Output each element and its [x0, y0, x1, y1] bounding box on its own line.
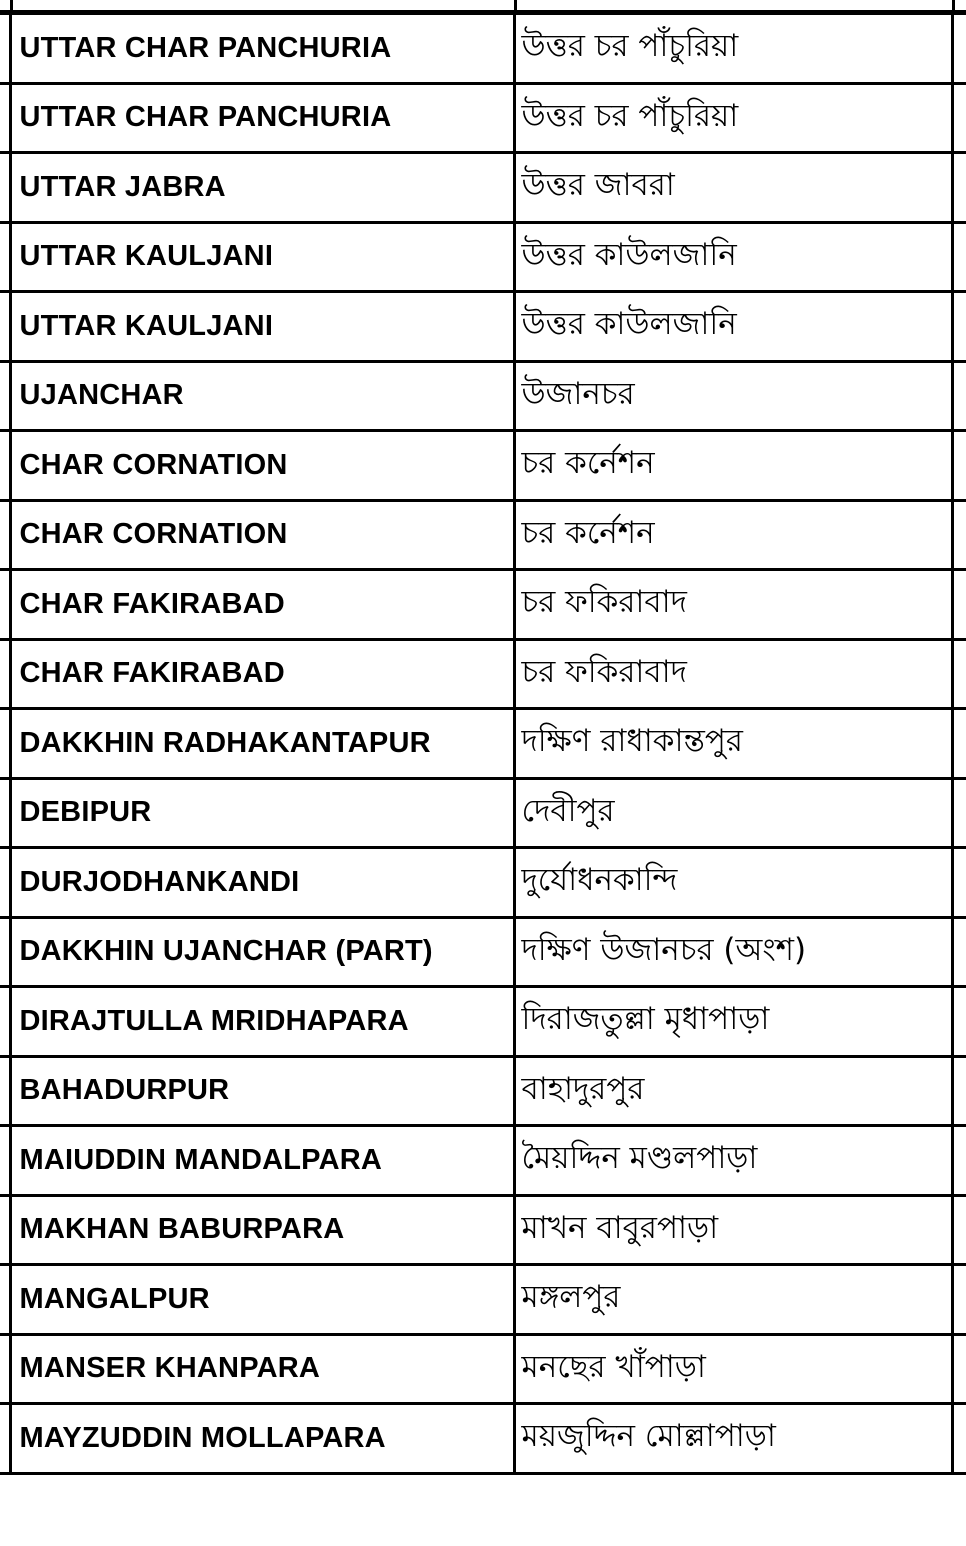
- row-edge-cell: [0, 1126, 10, 1196]
- bengali-name-cell[interactable]: মঙ্গলপুর: [514, 1265, 952, 1335]
- row-edge-cell: [0, 639, 10, 709]
- row-edge-cell: [952, 1056, 966, 1126]
- row-edge-cell: [952, 778, 966, 848]
- english-name-cell[interactable]: MAIUDDIN MANDALPARA: [10, 1126, 514, 1196]
- bengali-name-cell[interactable]: উত্তর কাউলজানি: [514, 222, 952, 292]
- row-edge-cell: [952, 431, 966, 501]
- table-row: [0, 1265, 966, 1335]
- row-edge-cell: [0, 431, 10, 501]
- row-edge-cell: [0, 709, 10, 779]
- table-row: [0, 848, 966, 918]
- bengali-name-cell[interactable]: মনছের খাঁপাড়া: [514, 1334, 952, 1404]
- row-edge-cell: [0, 987, 10, 1057]
- english-name-cell[interactable]: DAKKHIN RADHAKANTAPUR: [10, 709, 514, 779]
- bengali-name-cell[interactable]: উত্তর কাউলজানি: [514, 292, 952, 362]
- table-row: [0, 361, 966, 431]
- english-name-cell[interactable]: MANGALPUR: [10, 1265, 514, 1335]
- row-edge-cell: [952, 1195, 966, 1265]
- table-row: [0, 1056, 966, 1126]
- row-edge-cell: [952, 709, 966, 779]
- village-name-table: [0, 12, 966, 1475]
- bengali-name-cell[interactable]: উত্তর চর পাঁচুরিয়া: [514, 83, 952, 153]
- english-name-cell[interactable]: UTTAR KAULJANI: [10, 292, 514, 362]
- bengali-name-cell[interactable]: ময়জুদ্দিন মোল্লাপাড়া: [514, 1404, 952, 1474]
- bengali-name-cell[interactable]: চর ফকিরাবাদ: [514, 570, 952, 640]
- row-edge-cell: [952, 848, 966, 918]
- english-name-cell[interactable]: UTTAR CHAR PANCHURIA: [10, 83, 514, 153]
- row-edge-cell: [0, 1195, 10, 1265]
- bengali-name-cell[interactable]: মাখন বাবুরপাড়া: [514, 1195, 952, 1265]
- row-edge-cell: [0, 14, 10, 84]
- table-row: [0, 1334, 966, 1404]
- row-edge-cell: [952, 917, 966, 987]
- bengali-name-cell[interactable]: দক্ষিণ রাধাকান্তপুর: [514, 709, 952, 779]
- english-name-cell[interactable]: CHAR FAKIRABAD: [10, 570, 514, 640]
- table-row: [0, 14, 966, 84]
- row-edge-cell: [952, 1404, 966, 1474]
- row-edge-cell: [952, 987, 966, 1057]
- table-body: [0, 14, 966, 1474]
- row-edge-cell: [0, 570, 10, 640]
- row-edge-cell: [0, 917, 10, 987]
- english-name-cell[interactable]: UTTAR KAULJANI: [10, 222, 514, 292]
- table-row: [0, 917, 966, 987]
- row-edge-cell: [0, 778, 10, 848]
- bengali-name-cell[interactable]: চর কর্নেশন: [514, 500, 952, 570]
- bengali-name-cell[interactable]: চর কর্নেশন: [514, 431, 952, 501]
- bengali-name-cell[interactable]: দেবীপুর: [514, 778, 952, 848]
- table-row: [0, 709, 966, 779]
- row-edge-cell: [0, 500, 10, 570]
- row-edge-cell: [0, 153, 10, 223]
- table-row: [0, 222, 966, 292]
- bengali-name-cell[interactable]: বাহাদুরপুর: [514, 1056, 952, 1126]
- table-row: [0, 1404, 966, 1474]
- english-name-cell[interactable]: DEBIPUR: [10, 778, 514, 848]
- english-name-cell[interactable]: UTTAR CHAR PANCHURIA: [10, 14, 514, 84]
- table-row: [0, 987, 966, 1057]
- row-edge-cell: [952, 14, 966, 84]
- bengali-name-cell[interactable]: দুর্যোধনকান্দি: [514, 848, 952, 918]
- bengali-name-cell[interactable]: উজানচর: [514, 361, 952, 431]
- row-edge-cell: [0, 222, 10, 292]
- table-row: [0, 83, 966, 153]
- row-edge-cell: [0, 848, 10, 918]
- row-edge-cell: [0, 361, 10, 431]
- row-edge-cell: [0, 292, 10, 362]
- bengali-name-cell[interactable]: চর ফকিরাবাদ: [514, 639, 952, 709]
- english-name-cell[interactable]: MANSER KHANPARA: [10, 1334, 514, 1404]
- english-name-cell[interactable]: UJANCHAR: [10, 361, 514, 431]
- bengali-name-cell[interactable]: দক্ষিণ উজানচর (অংশ): [514, 917, 952, 987]
- table-row: [0, 153, 966, 223]
- row-edge-cell: [952, 83, 966, 153]
- row-edge-cell: [0, 1265, 10, 1335]
- row-edge-cell: [952, 1265, 966, 1335]
- english-name-cell[interactable]: DURJODHANKANDI: [10, 848, 514, 918]
- row-edge-cell: [952, 222, 966, 292]
- table-row: [0, 431, 966, 501]
- row-edge-cell: [952, 500, 966, 570]
- bengali-name-cell[interactable]: উত্তর জাবরা: [514, 153, 952, 223]
- english-name-cell[interactable]: UTTAR JABRA: [10, 153, 514, 223]
- row-edge-cell: [952, 361, 966, 431]
- table-row: [0, 292, 966, 362]
- row-edge-cell: [952, 153, 966, 223]
- row-edge-cell: [0, 1404, 10, 1474]
- table-row: [0, 778, 966, 848]
- table-row: [0, 1195, 966, 1265]
- english-name-cell[interactable]: BAHADURPUR: [10, 1056, 514, 1126]
- row-edge-cell: [952, 1334, 966, 1404]
- row-edge-cell: [952, 639, 966, 709]
- english-name-cell[interactable]: CHAR CORNATION: [10, 431, 514, 501]
- english-name-cell[interactable]: CHAR FAKIRABAD: [10, 639, 514, 709]
- english-name-cell[interactable]: MAYZUDDIN MOLLAPARA: [10, 1404, 514, 1474]
- row-edge-cell: [952, 570, 966, 640]
- row-edge-cell: [952, 1126, 966, 1196]
- english-name-cell[interactable]: CHAR CORNATION: [10, 500, 514, 570]
- table-row: [0, 1126, 966, 1196]
- bengali-name-cell[interactable]: মৈয়দ্দিন মণ্ডলপাড়া: [514, 1126, 952, 1196]
- table-row: [0, 500, 966, 570]
- bengali-name-cell[interactable]: দিরাজতুল্লা মৃধাপাড়া: [514, 987, 952, 1057]
- table-row: [0, 570, 966, 640]
- bengali-name-cell[interactable]: উত্তর চর পাঁচুরিয়া: [514, 14, 952, 84]
- row-edge-cell: [0, 83, 10, 153]
- english-name-cell[interactable]: DAKKHIN UJANCHAR (PART): [10, 917, 514, 987]
- english-name-cell[interactable]: MAKHAN BABURPARA: [10, 1195, 514, 1265]
- row-edge-cell: [952, 292, 966, 362]
- row-edge-cell: [0, 1056, 10, 1126]
- english-name-cell[interactable]: DIRAJTULLA MRIDHAPARA: [10, 987, 514, 1057]
- row-edge-cell: [0, 1334, 10, 1404]
- table-row: [0, 639, 966, 709]
